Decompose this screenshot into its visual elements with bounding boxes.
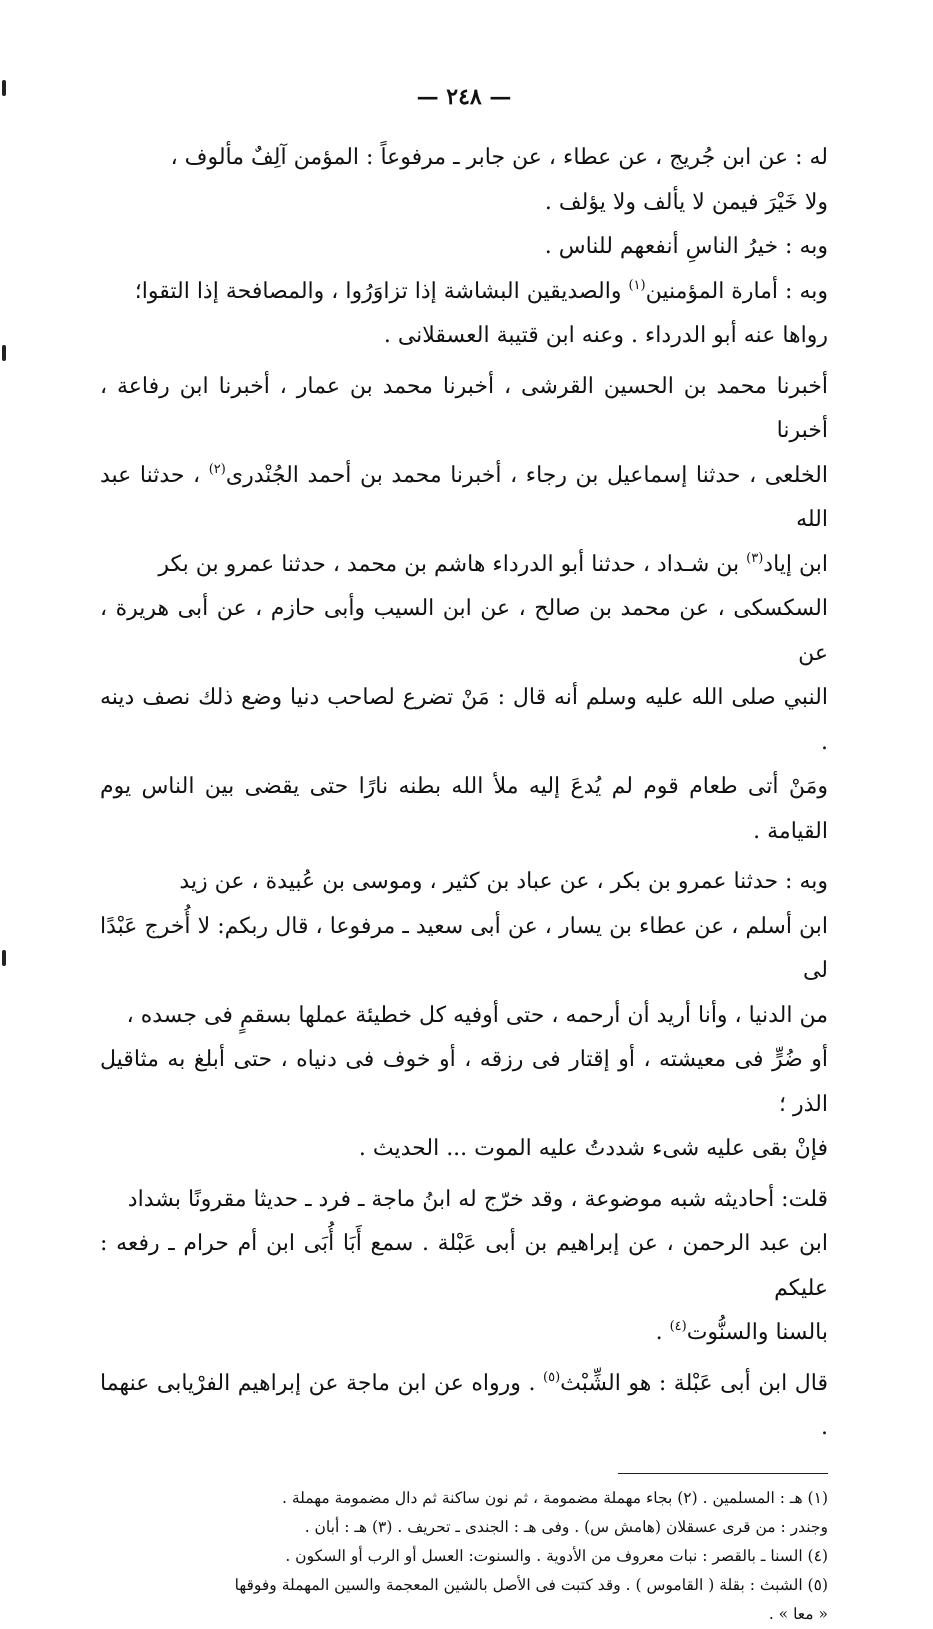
footnote-line: (٥) الشبث : بقلة ( القاموس ) . وقد كتبت فى الأصل بالشين المعجمة والسين المهملة وفوقها — [234, 1575, 828, 1594]
text-line: والصديقين البشاشة إذا تزاوَرُوا ، والمصافحة إذا التقوا؛ — [134, 278, 622, 304]
footnote-line: وجندر : من قرى عسقلان (هامش س) . وفى هـ : الجندى ـ تحريف . (٣) هـ : أبان . — [304, 1517, 828, 1536]
text-line: ابن إياد — [763, 551, 828, 577]
footnote-ref: (٤) — [669, 1319, 687, 1334]
paragraph-1 — [100, 136, 828, 225]
paragraph-3 — [100, 270, 828, 359]
scan-mark-lower — [2, 950, 6, 966]
footnote-line: « معا » . — [768, 1604, 828, 1623]
paragraph-5 — [100, 860, 828, 1172]
footnote-ref: (٣) — [746, 550, 764, 566]
text-line: الخلعى ، حدثنا إسماعيل بن رجاء ، أخبرنا محمد بن أحمد الجُنْدرى — [225, 462, 828, 488]
text-line: من الدنيا ، وأنا أريد أن أرحمه ، حتى أوفيه كل خطيئة عملها بسقمٍ فى جسده ، — [126, 1002, 828, 1028]
text-line: بن شـداد ، حدثنا أبو الدرداء هاشم بن محمد ، حدثنا عمرو بن بكر — [158, 551, 740, 577]
scan-mark-top — [2, 80, 6, 96]
text-line: السكسكى ، عن محمد بن صالح ، عن ابن السيب وأبى حازم ، عن أبى هريرة ، عن — [100, 596, 828, 666]
footnote-line: (٤) السنا ـ بالقصر : نبات معروف من الأدوية . والسنوت: العسل أو الرب أو السكون . — [285, 1546, 828, 1565]
footnote-line: (١) هـ : المسلمين . (٢) بجاء مهملة مضمومة ، ثم نون ساكنة ثم دال مضمومة مهملة . — [282, 1488, 828, 1507]
text-line: وبه : أمارة المؤمنين — [645, 278, 828, 304]
paragraph-7 — [100, 1362, 828, 1451]
footnotes — [100, 1484, 828, 1629]
text-line: ومَنْ أتى طعام قوم لم يُدعَ إليه ملأ الله بطنه نارًا حتى يقضى بين الناس يوم القيامة . — [100, 774, 828, 844]
text-line: وبه : خيرُ الناسِ أنفعهم للناس . — [544, 234, 828, 259]
footnote-ref: (٢) — [208, 461, 226, 477]
footnote-ref: (٥) — [543, 1369, 561, 1385]
text-line: وبه : حدثنا عمرو بن بكر ، عن عباد بن كثير ، وموسى بن عُبيدة ، عن زيد — [179, 869, 828, 894]
footnote-ref: (١) — [628, 277, 646, 293]
scan-mark-middle — [2, 345, 6, 361]
text-line: ابن أسلم ، عن عطاء بن يسار ، عن أبى سعيد ـ مرفوعا ، قال ربكم: لا أُخرج عَبْدًا لى — [100, 913, 828, 983]
text-line: له : عن ابن جُريج ، عن عطاء ، عن جابر ـ مرفوعاً : المؤمن آلِفٌ مألوف ، — [170, 145, 828, 170]
text-line: قال ابن أبى عَبْلة : هو الشِّبْث — [560, 1370, 829, 1396]
text-line: النبي صلى الله عليه وسلم أنه قال : مَنْ تضرع لصاحب دنيا وضع ذلك نصف دينه . — [100, 685, 828, 755]
text-line: . — [655, 1320, 670, 1345]
text-line: ، حدثنا عبد الله — [100, 462, 828, 532]
text-line: أو ضُرٍّ فى معيشته ، أو إقتار فى رزقه ، أو خوف فى دنياه ، حتى أبلغ به مثاقيل الذر ؛ — [100, 1047, 828, 1117]
text-line: رواها عنه أبو الدرداء . وعنه ابن قتيبة العسقلانى . — [383, 323, 828, 348]
text-line: ولا خَيْرَ فيمن لا يألف ولا يؤلف . — [544, 189, 828, 215]
text-line: قلت: أحاديثه شبه موضوعة ، وقد خرّج له ابنُ ماجة ـ فرد ـ حديثا مقرونًا بشداد — [127, 1186, 828, 1212]
text-line: بالسنا والسنُّوت — [686, 1320, 828, 1345]
document-page — [100, 70, 829, 1623]
paragraph-4 — [100, 365, 828, 855]
text-line: ابن عبد الرحمن ، عن إبراهيم بن أبى عَبْلة . سمع أَبَا أُبَى ابن أم حرام ـ رفعه : عليكم — [100, 1231, 828, 1301]
text-line: فإنْ بقى عليه شىء شددتُ عليه الموت ... الحديث . — [358, 1136, 828, 1161]
page-number: — ٢٤٨ — — [416, 84, 512, 110]
footnote-divider — [618, 1473, 828, 1474]
text-line: أخبرنا محمد بن الحسين القرشى ، أخبرنا محمد بن عمار ، أخبرنا ابن رفاعة ، أخبرنا — [100, 373, 828, 443]
text-line: . ورواه عن ابن ماجة عن إبراهيم الفرْيابى عنهما . — [100, 1370, 828, 1440]
paragraph-2 — [100, 225, 828, 270]
paragraph-6 — [100, 1178, 828, 1356]
